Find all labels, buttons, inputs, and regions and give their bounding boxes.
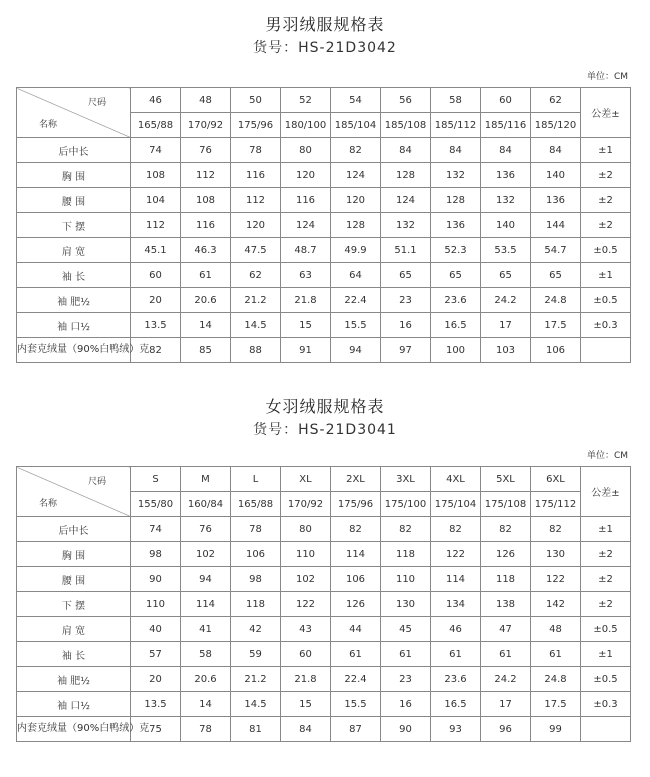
size-header-cell: 56 — [381, 88, 431, 113]
value-cell: 118 — [481, 567, 531, 592]
value-cell: 110 — [381, 567, 431, 592]
value-cell: 142 — [531, 592, 581, 617]
fit-header-cell: 170/92 — [181, 113, 231, 138]
value-cell: 100 — [431, 338, 481, 363]
corner-size-label: 尺码 — [87, 98, 106, 108]
value-cell: 136 — [431, 213, 481, 238]
value-cell: 84 — [381, 138, 431, 163]
value-cell: 65 — [481, 263, 531, 288]
value-cell: 52.3 — [431, 238, 481, 263]
value-cell: 82 — [431, 517, 481, 542]
value-cell: 78 — [231, 138, 281, 163]
value-cell: 15.5 — [331, 692, 381, 717]
row-label-cell: 袖 口½ — [17, 692, 131, 717]
tolerance-cell: ±0.3 — [581, 313, 631, 338]
size-header-cell: 50 — [231, 88, 281, 113]
tolerance-cell: ±2 — [581, 163, 631, 188]
table-row — [17, 138, 631, 163]
value-cell: 48.7 — [281, 238, 331, 263]
value-cell: 82 — [481, 517, 531, 542]
value-cell: 75 — [131, 717, 181, 742]
value-cell: 136 — [531, 188, 581, 213]
value-cell: 102 — [181, 542, 231, 567]
value-cell: 60 — [281, 642, 331, 667]
row-label-cell: 下 摆 — [17, 213, 131, 238]
size-header-cell: 5XL — [481, 467, 531, 492]
value-cell: 114 — [181, 592, 231, 617]
value-cell: 103 — [481, 338, 531, 363]
value-cell: 42 — [231, 617, 281, 642]
fit-header-cell: 175/96 — [231, 113, 281, 138]
value-cell: 20 — [131, 667, 181, 692]
fit-header-cell: 185/120 — [531, 113, 581, 138]
value-cell: 17.5 — [531, 313, 581, 338]
value-cell: 98 — [231, 567, 281, 592]
tolerance-cell: ±2 — [581, 213, 631, 238]
row-label-cell: 内套克绒量（90%白鸭绒）克 — [17, 338, 131, 363]
value-cell: 90 — [381, 717, 431, 742]
size-header-cell: 46 — [131, 88, 181, 113]
value-cell: 108 — [131, 163, 181, 188]
value-cell: 59 — [231, 642, 281, 667]
fit-header-cell: 155/80 — [131, 492, 181, 517]
fit-header-cell: 175/112 — [531, 492, 581, 517]
value-cell: 13.5 — [131, 692, 181, 717]
value-cell: 61 — [531, 642, 581, 667]
value-cell: 118 — [231, 592, 281, 617]
row-label-cell: 袖 长 — [17, 642, 131, 667]
value-cell: 64 — [331, 263, 381, 288]
value-cell: 91 — [281, 338, 331, 363]
value-cell: 84 — [281, 717, 331, 742]
value-cell: 60 — [131, 263, 181, 288]
value-cell: 23.6 — [431, 667, 481, 692]
table-row — [17, 238, 631, 263]
value-cell: 23.6 — [431, 288, 481, 313]
value-cell: 120 — [331, 188, 381, 213]
value-cell: 138 — [481, 592, 531, 617]
size-header-cell: 3XL — [381, 467, 431, 492]
value-cell: 44 — [331, 617, 381, 642]
fit-header-cell: 165/88 — [231, 492, 281, 517]
women-unit-label: 单位：CM — [586, 451, 628, 461]
table-row — [17, 313, 631, 338]
tolerance-cell: ±1 — [581, 517, 631, 542]
value-cell: 82 — [331, 138, 381, 163]
value-cell: 102 — [281, 567, 331, 592]
value-cell: 15.5 — [331, 313, 381, 338]
value-cell: 47 — [481, 617, 531, 642]
size-header-cell: 60 — [481, 88, 531, 113]
row-label-cell: 胸 围 — [17, 163, 131, 188]
tolerance-cell — [581, 338, 631, 363]
value-cell: 124 — [381, 188, 431, 213]
value-cell: 82 — [131, 338, 181, 363]
value-cell: 45 — [381, 617, 431, 642]
value-cell: 63 — [281, 263, 331, 288]
value-cell: 76 — [181, 517, 231, 542]
corner-name-label: 名称 — [39, 499, 58, 509]
value-cell: 45.1 — [131, 238, 181, 263]
value-cell: 17 — [481, 692, 531, 717]
men-spec-table — [16, 87, 631, 363]
value-cell: 61 — [431, 642, 481, 667]
size-header-cell: XL — [281, 467, 331, 492]
value-cell: 61 — [381, 642, 431, 667]
size-header-cell: 52 — [281, 88, 331, 113]
row-label-cell: 袖 肥½ — [17, 288, 131, 313]
row-label-cell: 下 摆 — [17, 592, 131, 617]
size-header-cell: 62 — [531, 88, 581, 113]
fit-header-cell: 160/84 — [181, 492, 231, 517]
men-unit-label: 单位：CM — [586, 72, 628, 82]
value-cell: 14.5 — [231, 692, 281, 717]
value-cell: 78 — [231, 517, 281, 542]
value-cell: 80 — [281, 138, 331, 163]
value-cell: 132 — [431, 163, 481, 188]
tolerance-cell: ±0.5 — [581, 288, 631, 313]
value-cell: 118 — [381, 542, 431, 567]
table-row — [17, 717, 631, 742]
tolerance-cell: ±2 — [581, 592, 631, 617]
table-row — [17, 263, 631, 288]
value-cell: 15 — [281, 692, 331, 717]
value-cell: 17.5 — [531, 692, 581, 717]
tolerance-cell: ±0.5 — [581, 238, 631, 263]
value-cell: 93 — [431, 717, 481, 742]
value-cell: 96 — [481, 717, 531, 742]
value-cell: 126 — [481, 542, 531, 567]
value-cell: 128 — [431, 188, 481, 213]
value-cell: 82 — [381, 517, 431, 542]
value-cell: 51.1 — [381, 238, 431, 263]
value-cell: 128 — [331, 213, 381, 238]
fit-header-cell: 175/100 — [381, 492, 431, 517]
value-cell: 120 — [231, 213, 281, 238]
table-row — [17, 163, 631, 188]
value-cell: 62 — [231, 263, 281, 288]
table-row — [17, 667, 631, 692]
tolerance-cell: ±1 — [581, 263, 631, 288]
value-cell: 16.5 — [431, 692, 481, 717]
value-cell: 124 — [331, 163, 381, 188]
value-cell: 24.8 — [531, 667, 581, 692]
size-row — [17, 467, 631, 492]
value-cell: 82 — [331, 517, 381, 542]
value-cell: 116 — [181, 213, 231, 238]
value-cell: 122 — [531, 567, 581, 592]
corner-header-cell — [17, 467, 131, 517]
table-row — [17, 517, 631, 542]
value-cell: 122 — [431, 542, 481, 567]
value-cell: 14 — [181, 692, 231, 717]
value-cell: 99 — [531, 717, 581, 742]
value-cell: 61 — [481, 642, 531, 667]
value-cell: 84 — [531, 138, 581, 163]
row-label-cell: 袖 肥½ — [17, 667, 131, 692]
value-cell: 120 — [281, 163, 331, 188]
value-cell: 16.5 — [431, 313, 481, 338]
table-row — [17, 542, 631, 567]
value-cell: 126 — [331, 592, 381, 617]
size-header-cell: L — [231, 467, 281, 492]
size-header-cell: 58 — [431, 88, 481, 113]
value-cell: 110 — [131, 592, 181, 617]
size-header-cell: 48 — [181, 88, 231, 113]
value-cell: 21.8 — [281, 667, 331, 692]
value-cell: 20 — [131, 288, 181, 313]
value-cell: 90 — [131, 567, 181, 592]
value-cell: 53.5 — [481, 238, 531, 263]
value-cell: 106 — [531, 338, 581, 363]
fit-header-cell: 185/108 — [381, 113, 431, 138]
value-cell: 87 — [331, 717, 381, 742]
value-cell: 14.5 — [231, 313, 281, 338]
table-row — [17, 617, 631, 642]
size-header-cell: M — [181, 467, 231, 492]
value-cell: 124 — [281, 213, 331, 238]
women-spec-table — [16, 466, 631, 742]
row-label-cell: 肩 宽 — [17, 617, 131, 642]
row-label-cell: 袖 口½ — [17, 313, 131, 338]
value-cell: 21.2 — [231, 288, 281, 313]
tolerance-cell: ±2 — [581, 188, 631, 213]
row-label-cell: 腰 围 — [17, 567, 131, 592]
value-cell: 17 — [481, 313, 531, 338]
value-cell: 58 — [181, 642, 231, 667]
value-cell: 46.3 — [181, 238, 231, 263]
value-cell: 22.4 — [331, 667, 381, 692]
size-header-cell: S — [131, 467, 181, 492]
value-cell: 54.7 — [531, 238, 581, 263]
value-cell: 98 — [131, 542, 181, 567]
row-label-cell: 肩 宽 — [17, 238, 131, 263]
corner-size-label: 尺码 — [87, 477, 106, 487]
row-label-cell: 胸 围 — [17, 542, 131, 567]
value-cell: 74 — [131, 138, 181, 163]
fit-header-cell: 175/96 — [331, 492, 381, 517]
row-label-cell: 后中长 — [17, 517, 131, 542]
men-section — [0, 14, 650, 356]
tolerance-header-cell: 公差± — [581, 88, 631, 138]
table-row — [17, 188, 631, 213]
value-cell: 48 — [531, 617, 581, 642]
row-label-cell: 后中长 — [17, 138, 131, 163]
men-title: 男羽绒服规格表 — [265, 15, 385, 34]
table-row — [17, 213, 631, 238]
value-cell: 24.2 — [481, 288, 531, 313]
value-cell: 21.8 — [281, 288, 331, 313]
table-row — [17, 642, 631, 667]
value-cell: 22.4 — [331, 288, 381, 313]
value-cell: 88 — [231, 338, 281, 363]
fit-header-cell: 185/112 — [431, 113, 481, 138]
men-product-code: 货号：HS-21D3042 — [253, 40, 397, 56]
value-cell: 132 — [481, 188, 531, 213]
value-cell: 136 — [481, 163, 531, 188]
value-cell: 108 — [181, 188, 231, 213]
table-row — [17, 692, 631, 717]
value-cell: 47.5 — [231, 238, 281, 263]
tolerance-cell: ±0.5 — [581, 667, 631, 692]
value-cell: 114 — [431, 567, 481, 592]
size-header-cell: 2XL — [331, 467, 381, 492]
fit-header-cell: 185/104 — [331, 113, 381, 138]
women-title: 女羽绒服规格表 — [265, 397, 385, 416]
value-cell: 15 — [281, 313, 331, 338]
value-cell: 16 — [381, 313, 431, 338]
value-cell: 106 — [231, 542, 281, 567]
value-cell: 21.2 — [231, 667, 281, 692]
value-cell: 82 — [531, 517, 581, 542]
value-cell: 140 — [481, 213, 531, 238]
table-row — [17, 338, 631, 363]
women-section — [0, 396, 650, 735]
value-cell: 23 — [381, 288, 431, 313]
value-cell: 84 — [481, 138, 531, 163]
value-cell: 132 — [381, 213, 431, 238]
table-row — [17, 288, 631, 313]
value-cell: 116 — [281, 188, 331, 213]
value-cell: 61 — [331, 642, 381, 667]
fit-header-cell: 165/88 — [131, 113, 181, 138]
value-cell: 116 — [231, 163, 281, 188]
value-cell: 81 — [231, 717, 281, 742]
size-header-cell: 54 — [331, 88, 381, 113]
value-cell: 74 — [131, 517, 181, 542]
value-cell: 140 — [531, 163, 581, 188]
tolerance-cell: ±2 — [581, 567, 631, 592]
value-cell: 24.2 — [481, 667, 531, 692]
corner-header-cell — [17, 88, 131, 138]
tolerance-cell: ±2 — [581, 542, 631, 567]
tolerance-cell — [581, 717, 631, 742]
size-header-cell: 4XL — [431, 467, 481, 492]
value-cell: 84 — [431, 138, 481, 163]
value-cell: 114 — [331, 542, 381, 567]
size-row — [17, 88, 631, 113]
value-cell: 134 — [431, 592, 481, 617]
value-cell: 112 — [131, 213, 181, 238]
size-header-cell: 6XL — [531, 467, 581, 492]
value-cell: 41 — [181, 617, 231, 642]
table-row — [17, 592, 631, 617]
value-cell: 20.6 — [181, 288, 231, 313]
value-cell: 65 — [531, 263, 581, 288]
fit-header-cell: 180/100 — [281, 113, 331, 138]
value-cell: 40 — [131, 617, 181, 642]
fit-header-cell: 170/92 — [281, 492, 331, 517]
value-cell: 24.8 — [531, 288, 581, 313]
value-cell: 16 — [381, 692, 431, 717]
tolerance-header-cell: 公差± — [581, 467, 631, 517]
value-cell: 110 — [281, 542, 331, 567]
value-cell: 85 — [181, 338, 231, 363]
fit-header-cell: 175/104 — [431, 492, 481, 517]
corner-name-label: 名称 — [39, 120, 58, 130]
tolerance-cell: ±1 — [581, 642, 631, 667]
value-cell: 122 — [281, 592, 331, 617]
value-cell: 14 — [181, 313, 231, 338]
value-cell: 106 — [331, 567, 381, 592]
value-cell: 128 — [381, 163, 431, 188]
value-cell: 144 — [531, 213, 581, 238]
value-cell: 49.9 — [331, 238, 381, 263]
value-cell: 20.6 — [181, 667, 231, 692]
tolerance-cell: ±0.3 — [581, 692, 631, 717]
value-cell: 57 — [131, 642, 181, 667]
row-label-cell: 内套克绒量（90%白鸭绒）克 — [17, 717, 131, 742]
women-product-code: 货号：HS-21D3041 — [253, 422, 397, 438]
value-cell: 104 — [131, 188, 181, 213]
value-cell: 65 — [431, 263, 481, 288]
value-cell: 43 — [281, 617, 331, 642]
value-cell: 97 — [381, 338, 431, 363]
value-cell: 13.5 — [131, 313, 181, 338]
value-cell: 112 — [231, 188, 281, 213]
tolerance-cell: ±0.5 — [581, 617, 631, 642]
value-cell: 78 — [181, 717, 231, 742]
table-row — [17, 567, 631, 592]
value-cell: 130 — [531, 542, 581, 567]
value-cell: 130 — [381, 592, 431, 617]
value-cell: 94 — [331, 338, 381, 363]
value-cell: 46 — [431, 617, 481, 642]
fit-header-cell: 185/116 — [481, 113, 531, 138]
tolerance-cell: ±1 — [581, 138, 631, 163]
value-cell: 61 — [181, 263, 231, 288]
value-cell: 94 — [181, 567, 231, 592]
value-cell: 65 — [381, 263, 431, 288]
fit-header-cell: 175/108 — [481, 492, 531, 517]
row-label-cell: 腰 围 — [17, 188, 131, 213]
value-cell: 23 — [381, 667, 431, 692]
row-label-cell: 袖 长 — [17, 263, 131, 288]
value-cell: 76 — [181, 138, 231, 163]
value-cell: 80 — [281, 517, 331, 542]
value-cell: 112 — [181, 163, 231, 188]
